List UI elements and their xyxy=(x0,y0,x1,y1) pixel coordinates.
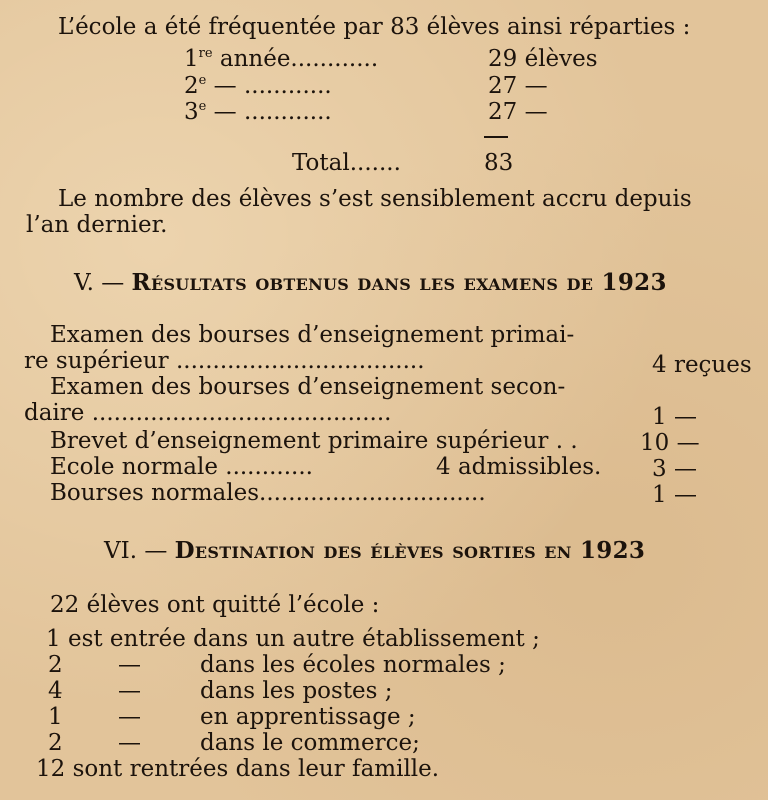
sum-rule xyxy=(484,136,508,138)
year-row-1-label: 1re année............ xyxy=(184,46,379,72)
destination-3-text: dans les postes ; xyxy=(200,678,393,704)
exam-5-result: 1 — xyxy=(652,482,697,508)
exam-1-line-1: Examen des bourses d’enseignement primai- xyxy=(50,322,575,348)
exam-2-line-2: daire ......................................... xyxy=(24,400,392,426)
exam-2-result: 1 — xyxy=(652,404,697,430)
exam-1-line-2: re supérieur .................................. xyxy=(24,348,425,374)
year-row-3-label: 3e — ............ xyxy=(184,99,332,125)
exam-3-line: Brevet d’enseignement primaire supérieur . . xyxy=(50,428,578,454)
year-row-1-count: 29 élèves xyxy=(488,46,598,72)
destination-4-text: en apprentissage ; xyxy=(200,704,416,730)
exam-4-line: Ecole normale ............ xyxy=(50,454,313,480)
exam-4-admissibles: 4 admissibles. xyxy=(436,454,602,480)
destination-2-count: 2 xyxy=(48,652,63,678)
year-row-2-label: 2e — ............ xyxy=(184,73,332,99)
exam-1-result: 4 reçues xyxy=(652,352,752,378)
destination-3-count: 4 xyxy=(48,678,63,704)
destination-4-dash: — xyxy=(118,704,141,730)
left-school-text: 22 élèves ont quitté l’école : xyxy=(50,592,380,618)
intro-text: L’école a été fréquentée par 83 élèves ainsi réparties : xyxy=(58,14,691,40)
section-5-heading: V. — Résultats obtenus dans les examens de 1923 xyxy=(74,269,667,296)
growth-line-1: Le nombre des élèves s’est sensiblement accru depuis xyxy=(58,186,692,212)
destination-4-count: 1 xyxy=(48,704,63,730)
destination-6: 12 sont rentrées dans leur famille. xyxy=(36,756,440,782)
destination-5-dash: — xyxy=(118,730,141,756)
total-label: Total....... xyxy=(292,150,401,176)
destination-5-count: 2 xyxy=(48,730,63,756)
section-6-heading: VI. — Destination des élèves sorties en 1923 xyxy=(104,537,646,564)
year-row-2-count: 27 — xyxy=(488,73,548,99)
exam-3-result: 10 — xyxy=(640,430,700,456)
exam-4-result: 3 — xyxy=(652,456,697,482)
year-row-3-count: 27 — xyxy=(488,99,548,125)
destination-1: 1 est entrée dans un autre établissement ; xyxy=(46,626,540,652)
destination-3-dash: — xyxy=(118,678,141,704)
destination-2-text: dans les écoles normales ; xyxy=(200,652,506,678)
total-value: 83 xyxy=(484,150,514,176)
destination-5-text: dans le commerce; xyxy=(200,730,420,756)
growth-line-2: l’an dernier. xyxy=(26,212,168,238)
exam-5-line: Bourses normales............................... xyxy=(50,480,486,506)
exam-2-line-1: Examen des bourses d’enseignement secon- xyxy=(50,374,566,400)
destination-2-dash: — xyxy=(118,652,141,678)
